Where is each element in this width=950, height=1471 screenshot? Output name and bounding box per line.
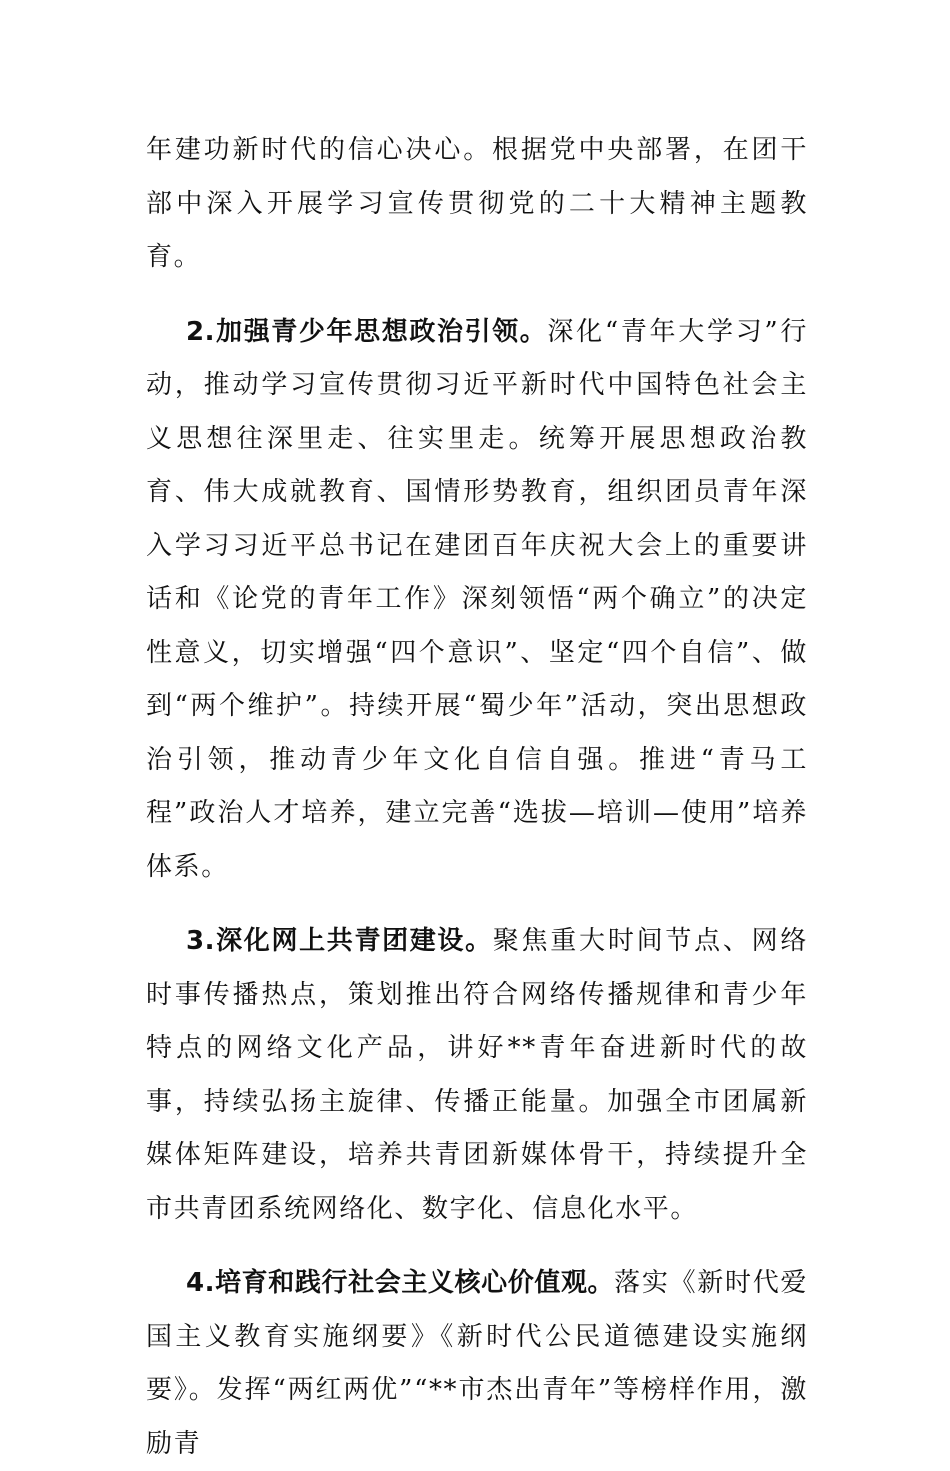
paragraph-text: 深化“青年大学习”行动，推动学习宣传贯彻习近平新时代中国特色社会主义思想往深里走、往实里走。统筹开展思想政治教育、伟大成就教育、国情形势教育，组织团员青年深入学习习近平总书记在建团百年庆祝大会上的重要讲话和《论党的青年工作》深刻领悟“两个确立”的决定性意义，切实增强“四个意识”、坚定“四个自信”、做到“两个维护”。持续开展“蜀少年”活动，突出思想政治引领，推动青少年文化自信自强。推进“青马工程”政治人才培养，建立完善“选拔—培训—使用”培养体系。 [146,316,809,882]
paragraph-text: 年建功新时代的信心决心。根据党中央部署，在团干部中深入开展学习宣传贯彻党的二十大精神主题教育。 [146,135,808,272]
paragraph-heading: 3.深化网上共青团建设。 [186,926,493,956]
paragraph-item-4 [146,1257,808,1471]
paragraph-text: 落实《新时代爱国主义教育实施纲要》《新时代公民道德建设实施纲要》。发挥“两红两优”“**市杰出青年”等榜样作用，激励青 [146,1268,809,1459]
paragraph-heading: 4.培育和践行社会主义核心价值观。 [186,1268,615,1298]
paragraph-heading: 2.加强青少年思想政治引领。 [186,316,548,347]
paragraph-text: 聚焦重大时间节点、网络时事传播热点，策划推出符合网络传播规律和青少年特点的网络文化产品，讲好**青年奋进新时代的故事，持续弘扬主旋律、传播正能量。加强全市团属新媒体矩阵建设，培养共青团新媒体骨干，持续提升全市共青团系统网络化、数字化、信息化水平。 [146,926,808,1224]
paragraph-item-2 [146,306,808,895]
paragraph-item-3 [146,915,808,1236]
paragraph-continuation [146,124,808,285]
document-body [146,124,808,1471]
